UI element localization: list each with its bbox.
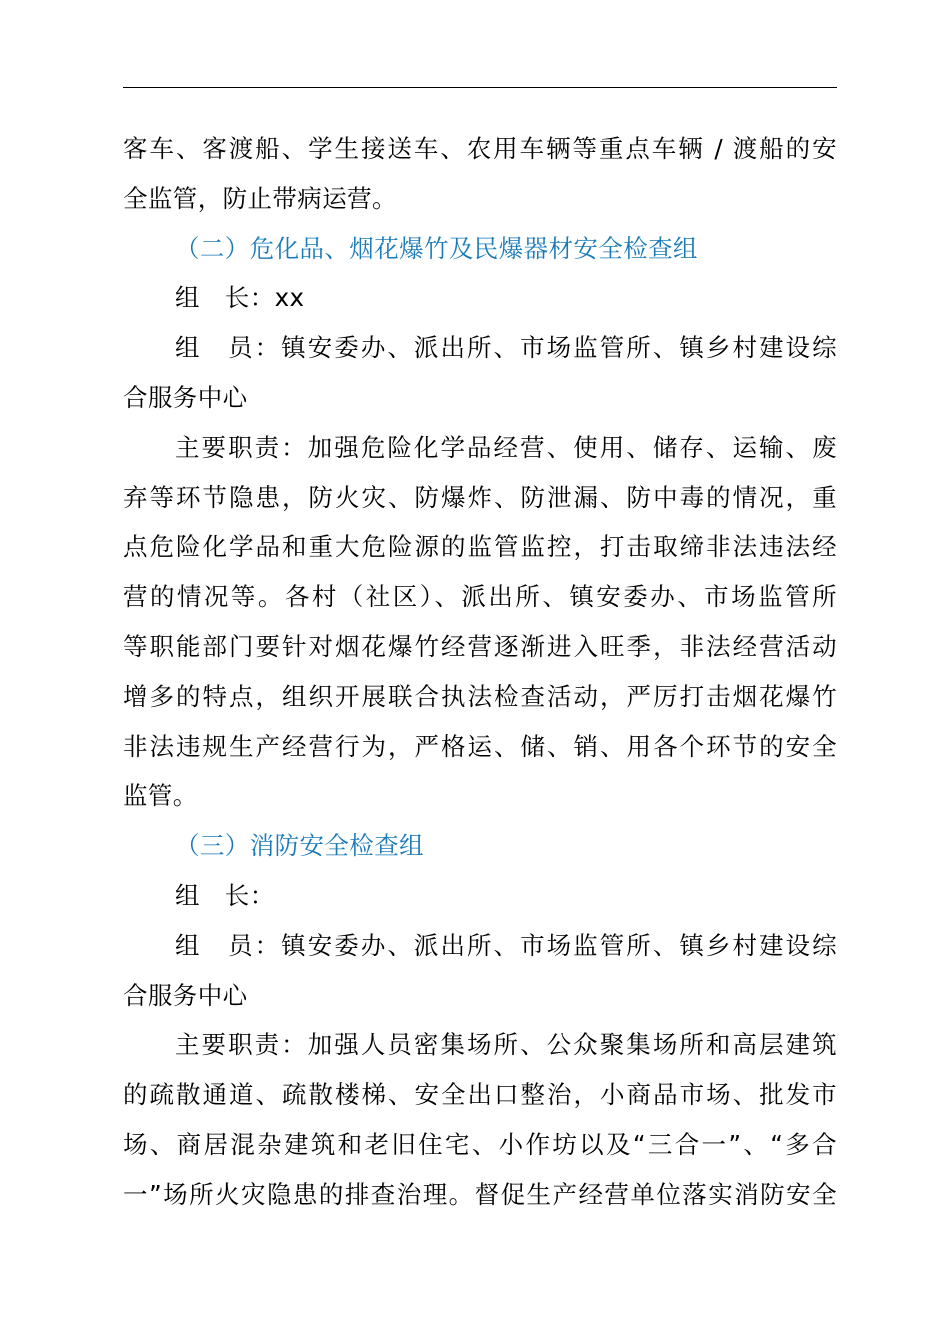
body-line: 监管。	[123, 781, 198, 811]
document-body	[123, 124, 837, 1220]
body-line: 合服务中心	[123, 980, 248, 1010]
group-leader: 组 长：xx	[175, 283, 305, 313]
section-heading: （三）消防安全检查组	[175, 831, 424, 861]
body-line: 等职能部门要针对烟花爆竹经营逐渐进入旺季，非法经营活动	[123, 631, 837, 661]
section-heading: （二）危化品、烟花爆竹及民爆器材安全检查组	[175, 233, 698, 263]
body-line: 全监管，防止带病运营。	[123, 183, 397, 213]
body-line: 弃等环节隐患，防火灾、防爆炸、防泄漏、防中毒的情况，重	[123, 482, 837, 512]
duties-paragraph: 主要职责：加强危险化学品经营、使用、储存、运输、废	[175, 432, 837, 462]
body-line: 客车、客渡船、学生接送车、农用车辆等重点车辆 / 渡船的安	[123, 134, 837, 163]
body-line: 场、商居混杂建筑和老旧住宅、小作坊以及“三合一”、“多合	[123, 1129, 837, 1159]
body-line: 增多的特点，组织开展联合执法检查活动，严厉打击烟花爆竹	[123, 681, 837, 711]
duties-paragraph: 主要职责：加强人员密集场所、公众聚集场所和高层建筑	[175, 1030, 837, 1060]
body-line: 的疏散通道、疏散楼梯、安全出口整治，小商品市场、批发市	[123, 1080, 837, 1110]
group-leader: 组 长：	[175, 880, 275, 910]
body-line: 一”场所火灾隐患的排查治理。督促生产经营单位落实消防安全	[123, 1179, 837, 1209]
header-rule	[123, 87, 837, 88]
group-members: 组 员：镇安委办、派出所、市场监管所、镇乡村建设综	[175, 930, 837, 960]
body-line: 合服务中心	[123, 382, 248, 412]
body-line: 非法违规生产经营行为，严格运、储、销、用各个环节的安全	[123, 731, 837, 761]
body-line: 营的情况等。各村（社区）、派出所、镇安委办、市场监管所	[123, 582, 837, 612]
group-members: 组 员：镇安委办、派出所、市场监管所、镇乡村建设综	[175, 333, 837, 363]
body-line: 点危险化学品和重大危险源的监管监控，打击取缔非法违法经	[123, 532, 837, 562]
